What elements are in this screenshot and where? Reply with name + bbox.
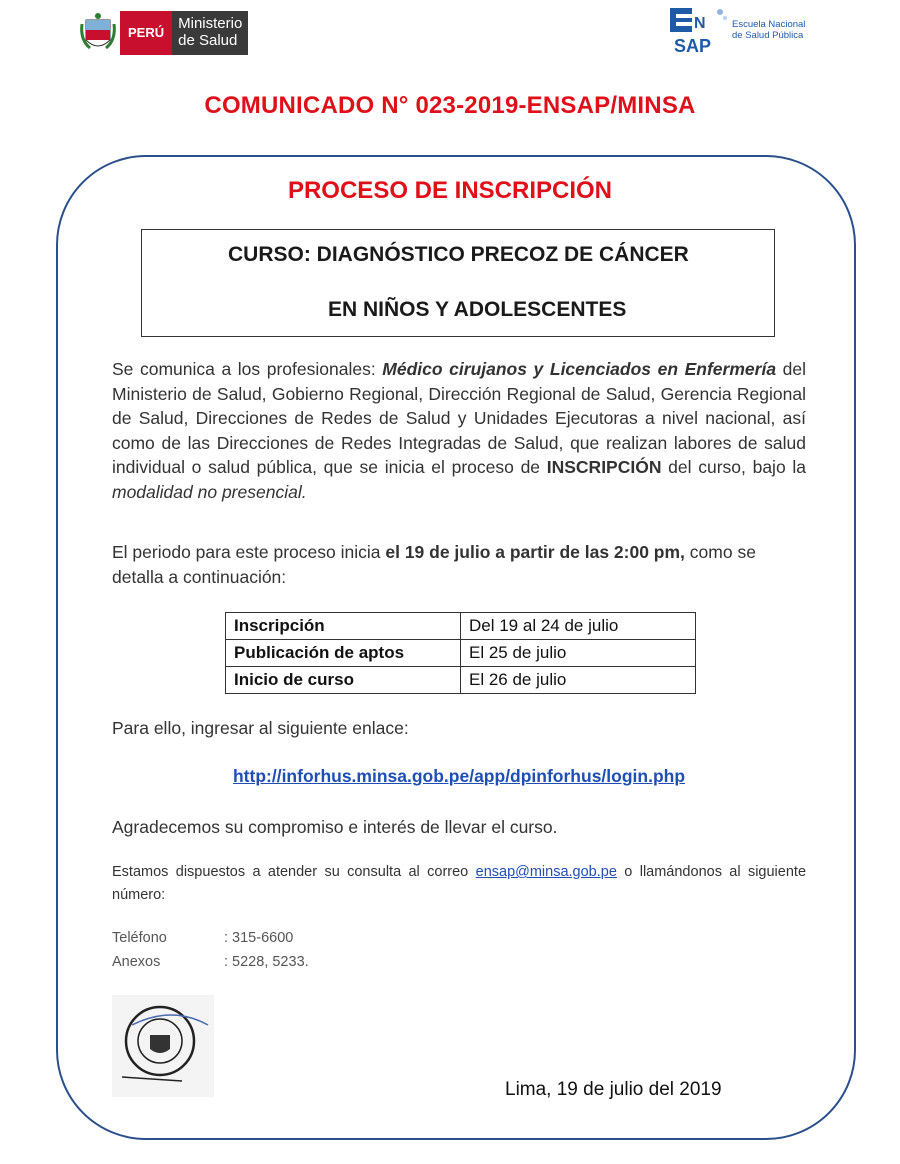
anexos-value: : 5228, 5233. — [224, 954, 309, 970]
agradecemos-text: Agradecemos su compromiso e interés de llevar el curso. — [112, 817, 558, 837]
consulta-text-2: o llamándonos al siguiente número: — [112, 864, 807, 903]
ministerio-label-line2: de Salud — [178, 32, 238, 49]
ministry-seal-stamp — [112, 995, 214, 1097]
minsa-logo — [78, 10, 248, 56]
peru-badge: PERÚ — [120, 11, 172, 55]
inscription-link[interactable]: http://inforhus.minsa.gob.pe/app/dpinforhus/login.php — [232, 766, 686, 786]
ensap-label-line1: Escuela Nacional — [732, 19, 806, 30]
svg-text:N: N — [694, 15, 706, 32]
periodo-text-3: como se detalla a continuación: — [112, 542, 756, 587]
svg-text:SAP: SAP — [674, 36, 712, 56]
intro-professionals: Médico cirujanos y Licenciados en Enfermería — [382, 359, 777, 379]
schedule-stage: Inscripción — [226, 613, 461, 640]
consulta-text-1: Estamos dispuestos a atender su consulta al correo — [112, 864, 476, 880]
schedule-date: El 26 de julio — [461, 667, 696, 694]
comunicado-title: COMUNICADO N° 023-2019-ENSAP/MINSA — [204, 92, 696, 119]
table-row — [226, 613, 696, 640]
periodo-start: el 19 de julio a partir de las 2:00 pm, — [385, 542, 685, 562]
course-title-line1: CURSO: DIAGNÓSTICO PRECOZ DE CÁNCER — [228, 243, 689, 266]
proceso-title: PROCESO DE INSCRIPCIÓN — [287, 177, 613, 204]
table-row — [226, 667, 696, 694]
ensap-label-line2: de Salud Pública — [732, 30, 804, 41]
intro-inscripcion: INSCRIPCIÓN — [546, 457, 662, 477]
intro-text-1: Se comunica a los profesionales: — [112, 359, 383, 379]
intro-text-5: del curso, bajo la — [661, 457, 806, 477]
periodo-text-1: El periodo para este proceso inicia — [112, 542, 386, 562]
fecha-lugar: Lima, 19 de julio del 2019 — [505, 1079, 722, 1100]
intro-paragraph — [112, 357, 806, 504]
telefono-value: : 315-6600 — [224, 930, 294, 946]
ensap-logo — [668, 4, 805, 56]
email-link[interactable]: ensap@minsa.gob.pe — [475, 864, 617, 880]
ministerio-label — [172, 11, 248, 55]
schedule-date: El 25 de julio — [461, 640, 696, 667]
table-row — [226, 640, 696, 667]
schedule-table — [225, 612, 696, 694]
ministerio-label-line1: Ministerio — [178, 15, 243, 32]
anexos-row — [112, 954, 309, 970]
para-ello-text: Para ello, ingresar al siguiente enlace: — [112, 718, 409, 738]
consulta-paragraph — [112, 861, 806, 907]
peru-coat-of-arms-icon — [78, 10, 118, 56]
intro-modalidad: modalidad no presencial. — [112, 481, 307, 502]
ensap-mark-icon — [668, 4, 730, 56]
schedule-stage: Publicación de aptos — [226, 640, 461, 667]
telefono-label: Teléfono — [112, 930, 167, 946]
ensap-label — [732, 19, 805, 41]
schedule-stage: Inicio de curso — [226, 667, 461, 694]
periodo-paragraph — [112, 540, 806, 589]
anexos-label: Anexos — [112, 954, 161, 970]
telefono-row — [112, 930, 293, 946]
schedule-date: Del 19 al 24 de julio — [461, 613, 696, 640]
intro-text-3: del Ministerio de Salud, Gobierno Regional, Dirección Regional de Salud, Gerencia Regional de Salud, Direcciones de Redes de Salud y Unidades Ejecutoras a nivel nacional, así como de las Direcciones de Redes Integradas de Salud, que realizan labores de salud individual o salud pública, que se inicia el proceso de — [112, 359, 807, 477]
course-title-line2: EN NIÑOS Y ADOLESCENTES — [328, 298, 627, 321]
